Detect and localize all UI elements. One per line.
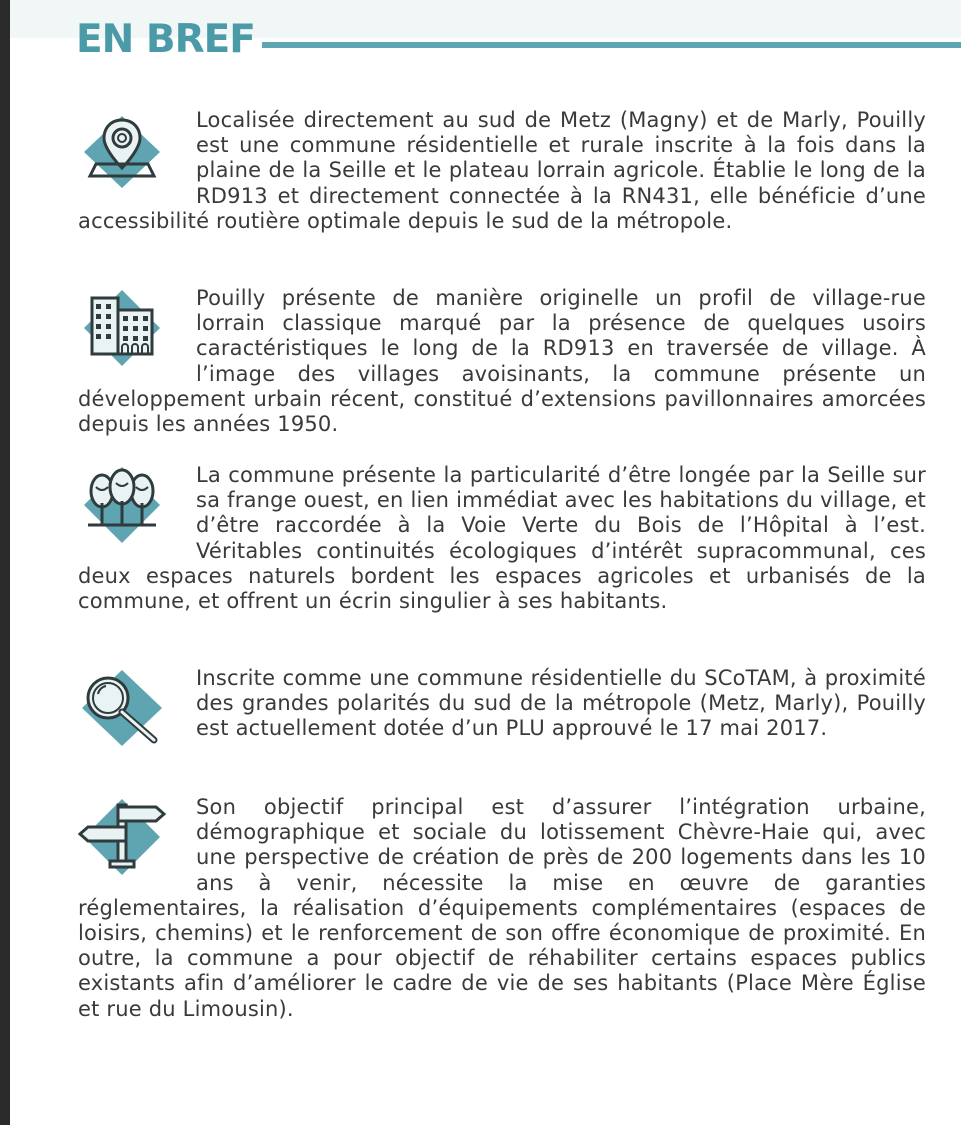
paragraph-block-4 xyxy=(78,666,926,745)
paragraph-text: Inscrite comme une commune résidentielle du SCoTAM, à proximité des grandes polarités du sud de la métropole (Metz, Marly), Pouilly est actuellement dotée d’un PLU approuvé le 17 mai 2017. xyxy=(196,666,926,741)
paragraph-block-5 xyxy=(78,795,926,1022)
trees-icon xyxy=(78,467,196,542)
paragraph-text: La commune présente la particularité d’être longée par la Seille sur sa frange ouest, en lien immédiat avec les habitations du village, et d’être raccordée à la Voie Verte du Bois de l’Hôpital à l’est. Véritables continuités écologiques d’intérêt supracommunal, ces deux espaces naturels bordent les espaces agricoles et urbanisés de la commune, et offrent un écrin singulier à ses habitants. xyxy=(78,463,926,614)
location-pin-icon xyxy=(78,112,196,187)
paragraph-block-3 xyxy=(78,463,926,614)
paragraph-text: Pouilly présente de manière originelle un profil de village-rue lorrain classique marqué par la présence de quelques usoirs caractéristiques le long de la RD913 en traversée de village. À l’image des villages avoisinants, la commune présente un développement urbain récent, constitué d’extensions pavillonnaires amorcées depuis les années 1950. xyxy=(78,286,926,437)
title-rule xyxy=(262,42,961,48)
buildings-icon xyxy=(78,290,196,365)
page-edge xyxy=(0,0,10,1125)
paragraph-block-2 xyxy=(78,286,926,437)
paragraph-text: Localisée directement au sud de Metz (Magny) et de Marly, Pouilly est une commune résidentielle et rurale inscrite à la fois dans la plaine de la Seille et le plateau lorrain agricole. Établie le long de la RD913 et directement connectée à la RN431, elle bénéficie d’une accessibilité routière optimale depuis le sud de la métropole. xyxy=(78,108,926,233)
signpost-icon xyxy=(78,799,196,874)
section-title: EN BREF xyxy=(76,17,255,62)
paragraph-text: Son objectif principal est d’assurer l’intégration urbaine, démographique et sociale du lotissement Chèvre-Haie qui, avec une perspective de création de près de 200 logements dans les 10 ans à venir, nécessite la mise en œuvre de garanties réglementaires, la réalisation d’équipements complémentaires (espaces de loisirs, chemins) et le renforcement de son offre économique de proximité. En outre, la commune a pour objectif de réhabiliter certains espaces publics existants afin d’améliorer le cadre de vie de ses habitants (Place Mère Église et rue du Limousin). xyxy=(78,795,926,1021)
paragraph-block-1 xyxy=(78,108,926,234)
magnifier-icon xyxy=(78,670,196,745)
